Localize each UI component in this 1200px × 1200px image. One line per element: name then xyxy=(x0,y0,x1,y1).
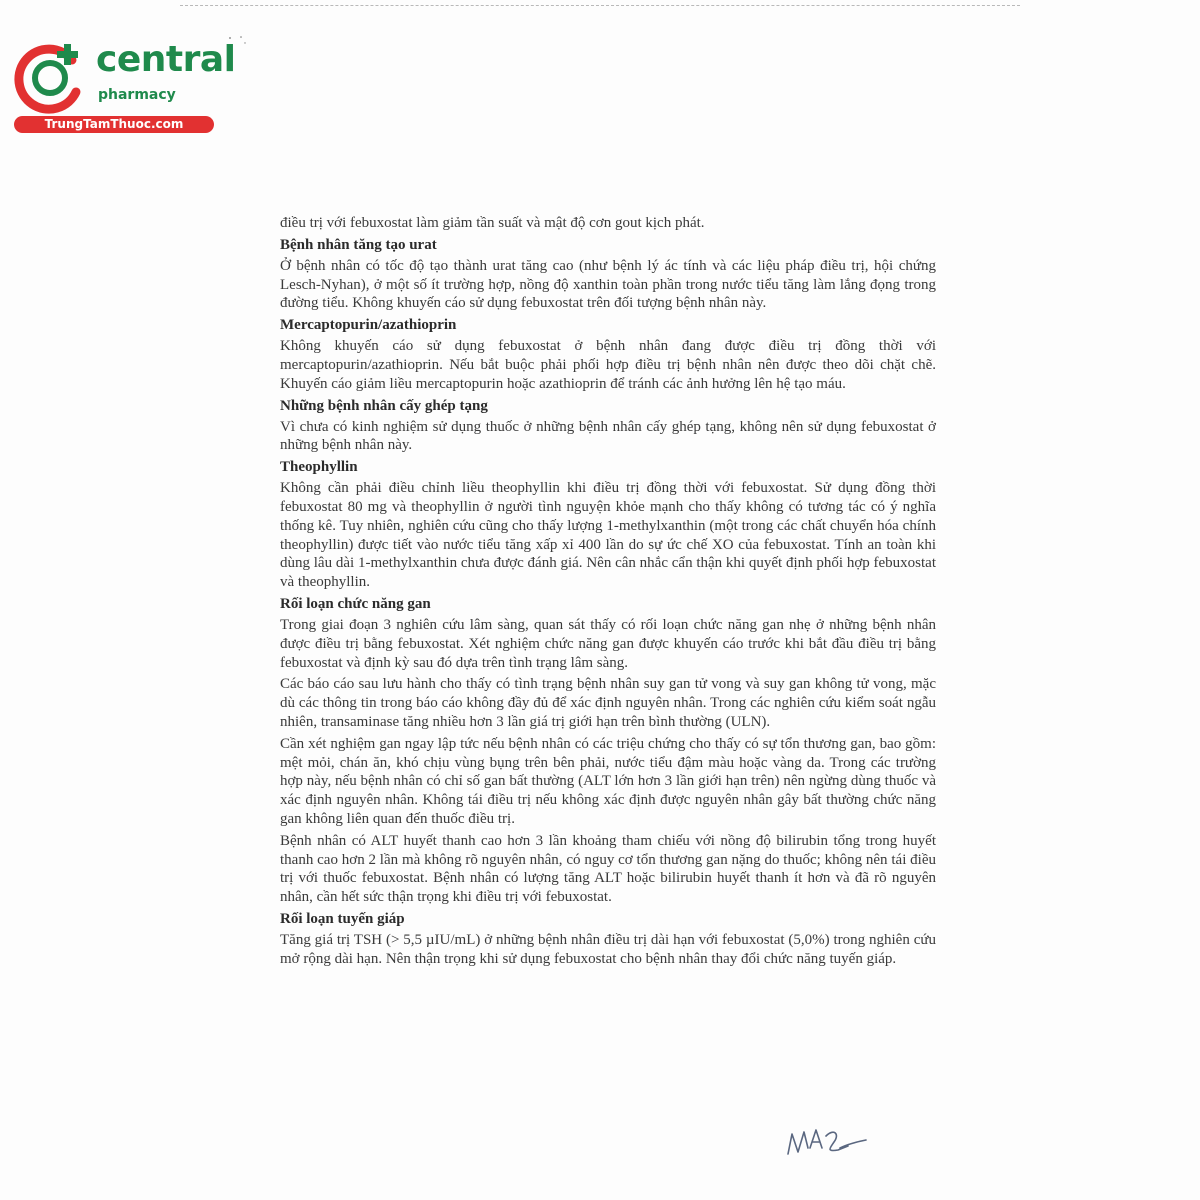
section-paragraph: Trong giai đoạn 3 nghiên cứu lâm sàng, quan sát thấy có rối loạn chức năng gan nhẹ ở những bệnh nhân được điều trị bằng febuxostat. Xét nghiệm chức năng gan được khuyến cáo trước khi bắt đầu điều trị bằng febuxostat và định kỳ sau đó dựa trên tình trạng lâm sàng. xyxy=(280,616,936,671)
section-heading: Bệnh nhân tăng tạo urat xyxy=(280,236,437,253)
section-paragraph: Vì chưa có kinh nghiệm sử dụng thuốc ở những bệnh nhân cấy ghép tạng, không nên sử dụng febuxostat ở những bệnh nhân này. xyxy=(280,418,936,454)
section-paragraph: Các báo cáo sau lưu hành cho thấy có tình trạng bệnh nhân suy gan tử vong và suy gan không tử vong, mặc dù các thông tin trong báo cáo không đầy đủ để xác định nguyên nhân. Trong các nghiên cứu kiểm soát ngẫu nhiên, transaminase tăng nhiều hơn 3 lần giá trị giới hạn trên bình thường (ULN). xyxy=(280,676,936,730)
section-heading: Rối loạn chức năng gan xyxy=(280,595,431,612)
section-heading: Những bệnh nhân cấy ghép tạng xyxy=(280,397,488,414)
section-paragraph: Cần xét nghiệm gan ngay lập tức nếu bệnh nhân có các triệu chứng cho thấy có sự tổn thương gan, bao gồm: mệt mỏi, chán ăn, khó chịu vùng bụng trên bên phải, nước tiểu đậm màu hoặc vàng da. Trong các trường hợp này, nếu bệnh nhân có chỉ số gan bất thường (ALT lớn hơn 3 lần giới hạn trên) nên ngừng dùng thuốc và xác định nguyên nhân. Không tái điều trị nếu không xác định được nguyên nhân gây bất thường chức năng gan không liên quan đến thuốc điều trị. xyxy=(280,735,936,827)
section-heading: Mercaptopurin/azathioprin xyxy=(280,317,457,334)
section-paragraph: Tăng giá trị TSH (> 5,5 µIU/mL) ở những bệnh nhân điều trị dài hạn với febuxostat (5,0%) trong nghiên cứu mở rộng dài hạn. Nên thận trọng khi sử dụng febuxostat cho bệnh nhân thay đổi chức năng tuyến giáp. xyxy=(280,931,936,967)
section-paragraph: Không cần phải điều chỉnh liều theophyllin khi điều trị đồng thời với febuxostat. Sử dụng đồng thời febuxostat 80 mg và theophyllin ở người tình nguyện khỏe mạnh cho thấy không có tương tác có ý nghĩa thống kê. Tuy nhiên, nghiên cứu cũng cho thấy lượng 1-methylxanthin (một trong các chất chuyển hóa chính theophyllin) được tiết vào nước tiểu tăng xấp xỉ 400 lần do sự ức chế XO của febuxostat. Tính an toàn khi dùng lâu dài 1-methylxanthin chưa được đánh giá. Nên cân nhắc cẩn thận khi quyết định phối hợp febuxostat và theophyllin. xyxy=(280,480,936,591)
central-pharmacy-logo[interactable] xyxy=(10,38,236,138)
section-paragraph: Bệnh nhân có ALT huyết thanh cao hơn 3 lần khoảng tham chiếu với nồng độ bilirubin tổng trong huyết thanh cao hơn 2 lần mà không rõ nguyên nhân, có nguy cơ tổn thương gan nặng do thuốc; không nên tái điều trị với thuốc febuxostat. Bệnh nhân có lượng tăng ALT hoặc bilirubin huyết thanh ít hơn và đã rõ nguyên nhân, cần hết sức thận trọng khi điều trị với febuxostat. xyxy=(280,832,936,906)
section-paragraph: Không khuyến cáo sử dụng febuxostat ở bệnh nhân đang được điều trị đồng thời với mercaptopurin/azathioprin. Nếu bắt buộc phải phối hợp điều trị bệnh nhân nên được theo dõi chặt chẽ. Khuyến cáo giảm liều mercaptopurin hoặc azathioprin để tránh các ảnh hưởng lên hệ tạo máu. xyxy=(280,338,936,392)
pharmacy-cross-icon xyxy=(10,38,90,118)
handwritten-initials-icon xyxy=(782,1118,872,1168)
website-badge[interactable]: TrungTamThuoc.com xyxy=(14,116,214,133)
section-heading: Theophyllin xyxy=(280,459,358,476)
scan-specks-icon xyxy=(226,34,266,54)
section-paragraph: Ở bệnh nhân có tốc độ tạo thành urat tăng cao (như bệnh lý ác tính và các liệu pháp điều trị, hội chứng Lesch-Nyhan), ở một số ít trường hợp, nồng độ xanthin toàn phần trong nước tiểu tăng làm lắng đọng trong đường tiểu. Không khuyến cáo sử dụng febuxostat trên đối tượng bệnh nhân này. xyxy=(280,257,936,312)
brand-name: central xyxy=(96,39,236,80)
brand-tagline: pharmacy xyxy=(98,87,176,103)
document-body xyxy=(280,214,936,972)
top-divider xyxy=(180,5,1020,6)
section-heading: Rối loạn tuyến giáp xyxy=(280,910,405,927)
intro-paragraph: điều trị với febuxostat làm giảm tần suất và mật độ cơn gout kịch phát. xyxy=(280,215,705,231)
